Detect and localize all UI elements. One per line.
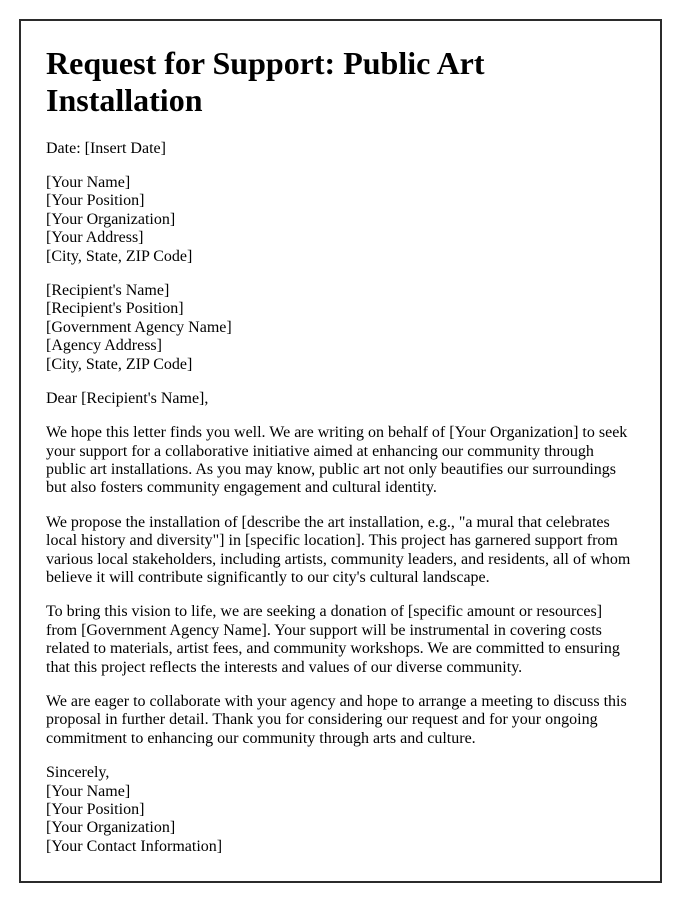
recipient-name: [Recipient's Name] [46, 281, 170, 299]
letter-document [19, 19, 662, 883]
closing-block [46, 764, 635, 856]
sender-position: [Your Position] [46, 192, 145, 210]
sender-name: [Your Name] [46, 173, 131, 191]
paragraph-funding: To bring this vision to life, we are seeking a donation of [specific amount or resources] from [Government Agency Name]. Your support will be instrumental in covering costs related to materials, artist fees, and community workshops. We are committed to ensuring that this project reflects the interests and values of our diverse community. [46, 603, 620, 676]
sender-organization: [Your Organization] [46, 210, 176, 228]
paragraph-collaboration: We are eager to collaborate with your agency and hope to arrange a meeting to discuss this proposal in further detail. Thank you for considering our request and for your ongoing commitment to enhancing our community through arts and culture. [46, 692, 627, 747]
signature-position: [Your Position] [46, 800, 145, 818]
signature-organization: [Your Organization] [46, 819, 176, 837]
recipient-agency-address: [Agency Address] [46, 337, 162, 355]
recipient-position: [Recipient's Position] [46, 300, 184, 318]
closing-sign-off: Sincerely, [46, 764, 110, 782]
recipient-block [46, 282, 635, 374]
signature-name: [Your Name] [46, 782, 131, 800]
salutation: Dear [Recipient's Name], [46, 389, 209, 407]
signature-contact: [Your Contact Information] [46, 837, 223, 855]
paragraph-proposal: We propose the installation of [describe the art installation, e.g., "a mural that celebrates local history and diversity"] in [specific location]. This project has garnered support from various local stakeholders, including artists, community leaders, and residents, all of whom believe it will contribute significantly to our city's cultural landscape. [46, 513, 631, 587]
paragraph-intro: We hope this letter finds you well. We are writing on behalf of [Your Organization] to seek your support for a collaborative initiative aimed at enhancing our community through public art installations. As you may know, public art not only beautifies our surroundings but also fosters community engagement and cultural identity. [46, 424, 628, 497]
letter-title: Request for Support: Public Art Installation [46, 45, 485, 118]
recipient-city-state-zip: [City, State, ZIP Code] [46, 355, 193, 373]
date-line: Date: [Insert Date] [46, 139, 166, 157]
sender-address: [Your Address] [46, 229, 144, 247]
sender-city-state-zip: [City, State, ZIP Code] [46, 247, 193, 265]
sender-block [46, 174, 635, 266]
recipient-agency-name: [Government Agency Name] [46, 318, 232, 336]
